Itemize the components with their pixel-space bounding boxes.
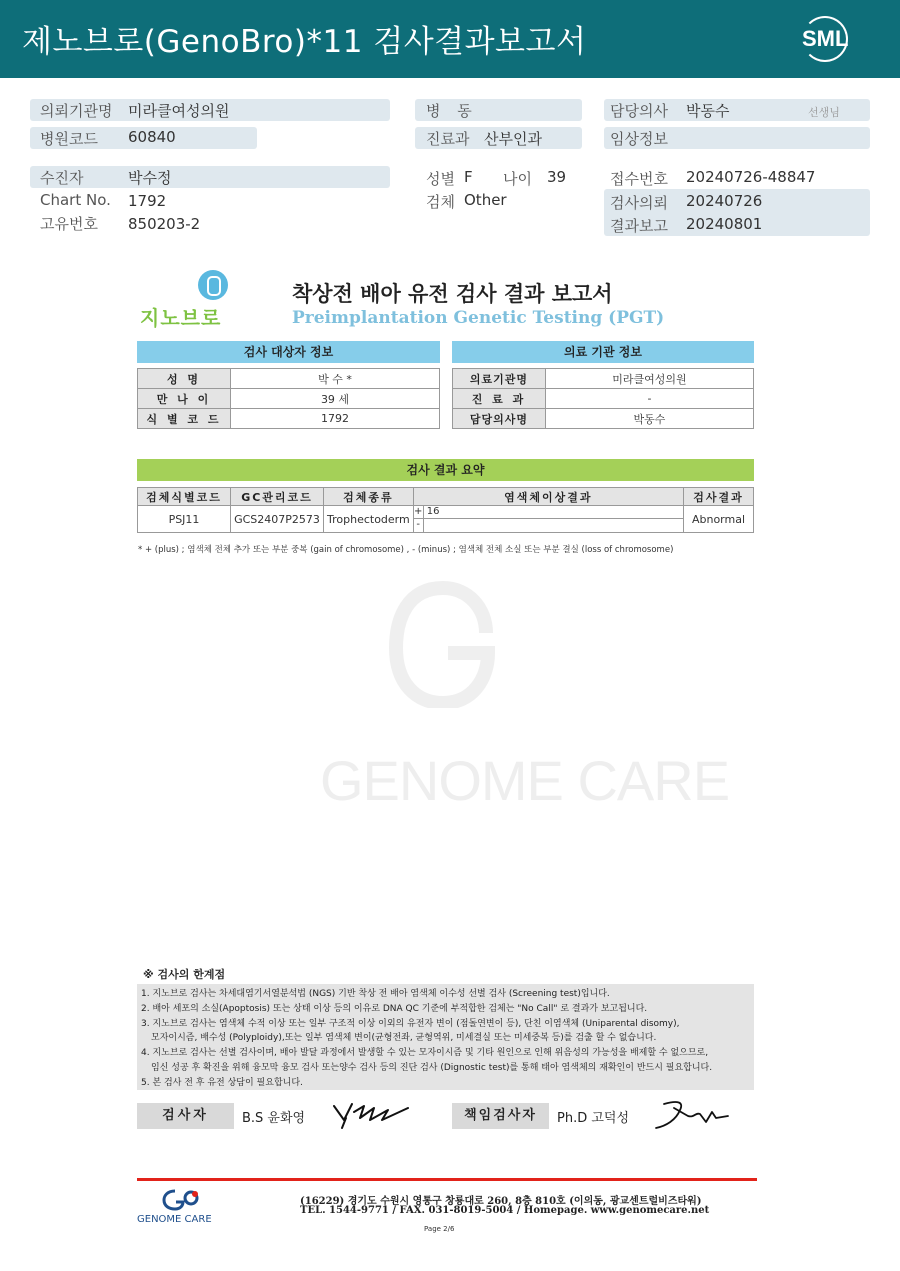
institution-doctor-key: 담당의사명 (453, 409, 546, 429)
institution-value: 미라클여성의원 (128, 102, 230, 120)
receipt-no-value: 20240726-48847 (686, 168, 816, 186)
table-row (138, 506, 754, 533)
institution-label: 의뢰기관명 (40, 102, 113, 120)
table-row (453, 409, 754, 429)
supervisor-signature (650, 1096, 732, 1132)
unique-id-label: 고유번호 (40, 215, 98, 233)
result-summary-heading: 검사 결과 요약 (137, 459, 754, 481)
limitations-box (137, 984, 754, 1090)
page-number: Page 2/6 (424, 1225, 455, 1233)
institution-name-value: 미라클여성의원 (546, 369, 754, 389)
hospital-code-value: 60840 (128, 128, 176, 146)
limitation-line: 4. 지노브로 검사는 선별 검사이며, 배아 발달 과정에서 발생할 수 있는 모자이시즘 및 기타 원인으로 인해 위음성의 가능성을 배제할 수 없으므로, (141, 1048, 709, 1059)
table-row (138, 389, 440, 409)
limitation-line: 임신 성공 후 확진을 위해 융모막 융모 검사 또는양수 검사 등의 진단 검사 (Dignostic test)를 통해 태아 염색체의 재확인이 반드시 필요합니다. (151, 1062, 713, 1073)
supervisor-label: 책임검사자 (452, 1103, 549, 1129)
sample-type-cell: Trophectoderm (324, 506, 414, 533)
hospital-code-label: 병원코드 (40, 130, 98, 148)
column-header-chromosome-result: 염색체이상결과 (413, 488, 683, 506)
genome-care-logo (137, 1188, 227, 1230)
sex-label: 성별 (426, 170, 455, 188)
institution-doctor-value: 박동수 (546, 409, 754, 429)
limitation-line: 3. 지노브로 검사는 염색체 수적 이상 또는 일부 구조적 이상 이외의 유전자 변이 (점돌연변이 등), 단친 이염색체 (Uniparental disomy), (141, 1018, 680, 1029)
age-value: 39 (547, 168, 567, 186)
genome-care-watermark-icon (388, 578, 498, 708)
genobro-logo (140, 268, 250, 330)
column-header-sample-type: 검체종류 (324, 488, 414, 506)
limitation-line: 1. 지노브로 검사는 차세대염기서열분석법 (NGS) 기반 착상 전 배아 염색체 이수성 선별 검사 (Screening test)입니다. (141, 989, 610, 999)
specimen-value: Other (464, 191, 507, 209)
watermark-text: GENOME CARE (320, 749, 730, 812)
clinical-info-label: 임상정보 (610, 130, 668, 148)
request-date-value: 20240726 (686, 192, 763, 210)
genobro-logo-text: 지노브로 (140, 306, 222, 330)
doctor-value: 박동수 (686, 102, 730, 120)
sample-id-cell: PSJ11 (138, 506, 231, 533)
tester-label: 검사자 (137, 1103, 234, 1129)
age-label: 나이 (503, 170, 532, 188)
limitations-title: ※ 검사의 한계점 (143, 968, 226, 981)
subject-name-key: 성 명 (138, 369, 231, 389)
genome-care-icon (161, 1188, 201, 1212)
specimen-label: 검체 (426, 193, 455, 211)
genome-care-logo-text: GENOME CARE (137, 1214, 212, 1225)
tester-name: B.S 윤화영 (242, 1111, 306, 1126)
footer-contact: TEL. 1544-9771 / FAX. 031-8019-5004 / Homepage. www.genomecare.net (300, 1205, 710, 1216)
table-row (138, 369, 440, 389)
doctor-suffix: 선생님 (808, 106, 840, 119)
table-row (453, 369, 754, 389)
subject-id-key: 식 별 코 드 (138, 409, 231, 429)
unique-id-value: 850203-2 (128, 215, 201, 233)
chart-no-value: 1792 (128, 192, 167, 210)
chromosome-result-cell (413, 506, 683, 533)
gain-row (414, 506, 683, 519)
limitation-line: 모자이시즘, 배수성 (Polyploidy),또는 일부 염색체 변이(균형전좌, 균형역위, 미세결실 또는 미세중복 등)를 검출 할 수 없습니다. (151, 1033, 657, 1044)
minus-sign: - (414, 519, 424, 532)
department-label: 진료과 (426, 130, 470, 148)
chart-no-label: Chart No. (40, 191, 111, 209)
tester-signature (330, 1098, 412, 1130)
institution-info-table (452, 368, 754, 429)
institution-name-key: 의료기관명 (453, 369, 546, 389)
loss-chromosome (424, 519, 427, 532)
report-header-bar (0, 0, 900, 78)
institution-info-heading: 의료 기관 정보 (452, 341, 754, 363)
table-header-row (138, 488, 754, 506)
report-title-english: Preimplantation Genetic Testing (PGT) (292, 308, 665, 328)
patient-label: 수진자 (40, 169, 84, 187)
column-header-gc-code: GC관리코드 (231, 488, 324, 506)
subject-id-value: 1792 (231, 409, 440, 429)
report-date-value: 20240801 (686, 215, 763, 233)
result-summary-table (137, 487, 754, 533)
sex-value: F (464, 168, 473, 186)
plus-sign: + (414, 506, 423, 517)
limitation-line: 5. 본 검사 전 후 유전 상담이 필요합니다. (141, 1077, 303, 1088)
department-value: 산부인과 (484, 130, 542, 148)
patient-row-bg (30, 166, 390, 188)
hourglass-icon (198, 270, 228, 300)
sml-logo (796, 12, 854, 68)
subject-age-value: 39 세 (231, 389, 440, 409)
institution-department-value: - (546, 389, 754, 409)
supervisor-name: Ph.D 고덕성 (557, 1111, 630, 1126)
page-title: 제노브로(GenoBro)*11 검사결과보고서 (22, 24, 587, 60)
subject-name-value: 박 수 * (231, 369, 440, 389)
receipt-no-label: 접수번호 (610, 170, 668, 188)
table-row (138, 409, 440, 429)
column-header-sample-id: 검체식별코드 (138, 488, 231, 506)
gain-chromosome: 16 (426, 506, 440, 517)
limitation-line: 2. 배아 세포의 소실(Apoptosis) 또는 상태 이상 등의 이유로 DNA QC 기준에 부적합한 검체는 "No Call" 로 결과가 보고됩니다. (141, 1003, 648, 1014)
institution-department-key: 진 료 과 (453, 389, 546, 409)
footer-divider (137, 1178, 757, 1181)
report-title-korean: 착상전 배아 유전 검사 결과 보고서 (292, 282, 613, 306)
request-date-label: 검사의뢰 (610, 194, 668, 212)
loss-row (414, 519, 683, 532)
footer-address: (16229) 경기도 수원시 영통구 창룡대로 260, 8층 810호 (이의동, 광교센트럴비즈타워) (300, 1196, 702, 1207)
doctor-label: 담당의사 (610, 102, 668, 120)
table-row (453, 389, 754, 409)
column-header-result: 검사결과 (684, 488, 754, 506)
subject-info-heading: 검사 대상자 정보 (137, 341, 440, 363)
result-cell: Abnormal (684, 506, 754, 533)
patient-value: 박수정 (128, 169, 172, 187)
subject-age-key: 만 나 이 (138, 389, 231, 409)
gc-code-cell: GCS2407P2573 (231, 506, 324, 533)
ward-label: 병 동 (426, 102, 478, 120)
report-date-label: 결과보고 (610, 217, 668, 235)
subject-info-table (137, 368, 440, 429)
sml-logo-text: SML (802, 26, 849, 51)
result-footnote: * + (plus) ; 염색체 전체 추가 또는 부분 중복 (gain of chromosome) , - (minus) ; 염색체 전체 소실 또는 부분 결실 (loss of chromosome) (138, 545, 674, 555)
